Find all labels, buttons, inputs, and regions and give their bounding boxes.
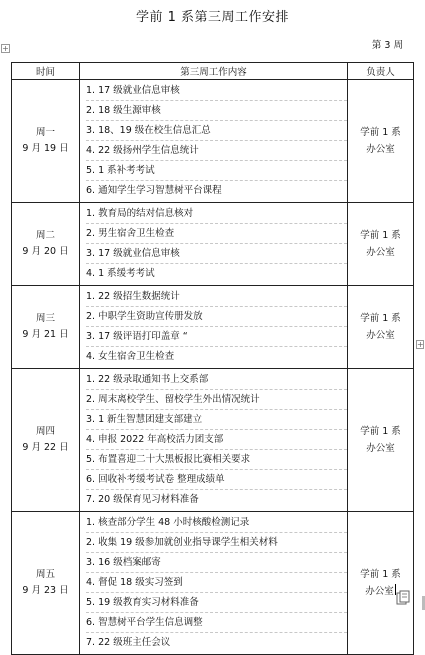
table-row-monday bbox=[12, 80, 414, 203]
task-cell[interactable] bbox=[80, 512, 348, 655]
task-item: 6. 智慧树平台学生信息调整 bbox=[86, 613, 347, 633]
paste-options-icon[interactable] bbox=[396, 590, 410, 606]
day-name: 周二 bbox=[35, 230, 55, 241]
header-owner: 负责人 bbox=[348, 63, 414, 80]
table-header-row bbox=[12, 63, 414, 80]
owner-office: 办公室 bbox=[365, 586, 394, 597]
owner-dept: 学前 1 系 bbox=[360, 127, 401, 138]
table-row-friday bbox=[12, 512, 414, 655]
task-item: 4. 督促 18 级实习签到 bbox=[86, 573, 347, 593]
owner-cell bbox=[348, 369, 414, 512]
day-name: 周三 bbox=[35, 313, 55, 324]
day-date: 9 月 20 日 bbox=[22, 246, 69, 257]
owner-office: 办公室 bbox=[366, 443, 395, 454]
task-item: 1. 核查部分学生 48 小时核酸检测记录 bbox=[86, 513, 347, 533]
day-date: 9 月 19 日 bbox=[22, 143, 69, 154]
task-item: 5. 布置喜迎二十大黑板报比赛相关要求 bbox=[86, 450, 347, 470]
header-content: 第三周工作内容 bbox=[80, 63, 348, 80]
task-item: 3. 18、19 级在校生信息汇总 bbox=[86, 121, 347, 141]
day-date: 9 月 22 日 bbox=[22, 442, 69, 453]
header-time: 时间 bbox=[12, 63, 80, 80]
task-item: 2. 中职学生资助宣传册发放 bbox=[86, 307, 347, 327]
task-item: 3. 17 级评语打印盖章 “ bbox=[86, 327, 347, 347]
owner-dept: 学前 1 系 bbox=[360, 426, 401, 437]
week-label: 第 3 周 bbox=[371, 40, 403, 51]
task-item: 6. 回收补考缓考试卷 整理成绩单 bbox=[86, 470, 347, 490]
task-item: 5. 1 系补考考试 bbox=[86, 161, 347, 181]
task-cell[interactable] bbox=[80, 369, 348, 512]
day-cell bbox=[12, 512, 80, 655]
table-row-thursday bbox=[12, 369, 414, 512]
day-cell bbox=[12, 369, 80, 512]
task-item: 6. 通知学生学习智慧树平台课程 bbox=[86, 185, 222, 196]
owner-dept: 学前 1 系 bbox=[360, 569, 401, 580]
owner-office: 办公室 bbox=[366, 330, 395, 341]
day-cell bbox=[12, 80, 80, 203]
day-name: 周一 bbox=[35, 127, 55, 138]
task-item: 2. 男生宿舍卫生检查 bbox=[86, 224, 347, 244]
add-column-handle-icon[interactable]: + bbox=[417, 340, 424, 349]
task-item: 7. 22 级班主任会议 bbox=[86, 637, 171, 648]
task-item: 4. 申报 2022 年高校活力团支部 bbox=[86, 430, 347, 450]
document-title: 学前 1 系第三周工作安排 bbox=[135, 10, 290, 25]
owner-office: 办公室 bbox=[366, 144, 395, 155]
task-cell[interactable] bbox=[80, 80, 348, 203]
day-date: 9 月 23 日 bbox=[22, 585, 69, 596]
owner-cell[interactable] bbox=[348, 512, 414, 655]
task-cell[interactable] bbox=[80, 286, 348, 369]
table-move-handle-icon[interactable]: + bbox=[2, 44, 9, 53]
table-row-tuesday bbox=[12, 203, 414, 286]
task-item: 1. 22 级录取通知书上交系部 bbox=[86, 370, 347, 390]
day-date: 9 月 21 日 bbox=[22, 329, 69, 340]
task-cell[interactable] bbox=[80, 203, 348, 286]
task-item: 7. 20 级保育见习材料准备 bbox=[86, 494, 199, 505]
task-item: 1. 22 级招生数据统计 bbox=[86, 287, 347, 307]
day-name: 周五 bbox=[35, 569, 55, 580]
owner-cell bbox=[348, 80, 414, 203]
task-item: 1. 教育局的结对信息核对 bbox=[86, 204, 347, 224]
task-item: 4. 1 系缓考考试 bbox=[86, 268, 155, 279]
day-cell bbox=[12, 286, 80, 369]
task-item: 4. 22 级扬州学生信息统计 bbox=[86, 141, 347, 161]
owner-dept: 学前 1 系 bbox=[360, 313, 401, 324]
schedule-table bbox=[11, 62, 414, 655]
task-item: 1. 17 级就业信息审核 bbox=[86, 81, 347, 101]
owner-cell bbox=[348, 286, 414, 369]
table-row-wednesday bbox=[12, 286, 414, 369]
task-item: 5. 19 级教育实习材料准备 bbox=[86, 593, 347, 613]
task-item: 2. 18 级生源审核 bbox=[86, 101, 347, 121]
owner-office: 办公室 bbox=[366, 247, 395, 258]
task-item: 3. 17 级就业信息审核 bbox=[86, 244, 347, 264]
owner-dept: 学前 1 系 bbox=[360, 230, 401, 241]
task-item: 2. 收集 19 级参加就创业指导课学生相关材料 bbox=[86, 533, 347, 553]
task-item: 3. 1 新生智慧团建支部建立 bbox=[86, 410, 347, 430]
task-item: 2. 周末离校学生、留校学生外出情况统计 bbox=[86, 390, 347, 410]
task-item: 3. 16 级档案邮寄 bbox=[86, 553, 347, 573]
task-item: 4. 女生宿舍卫生检查 bbox=[86, 351, 175, 362]
day-name: 周四 bbox=[35, 426, 55, 437]
owner-cell bbox=[348, 203, 414, 286]
day-cell bbox=[12, 203, 80, 286]
